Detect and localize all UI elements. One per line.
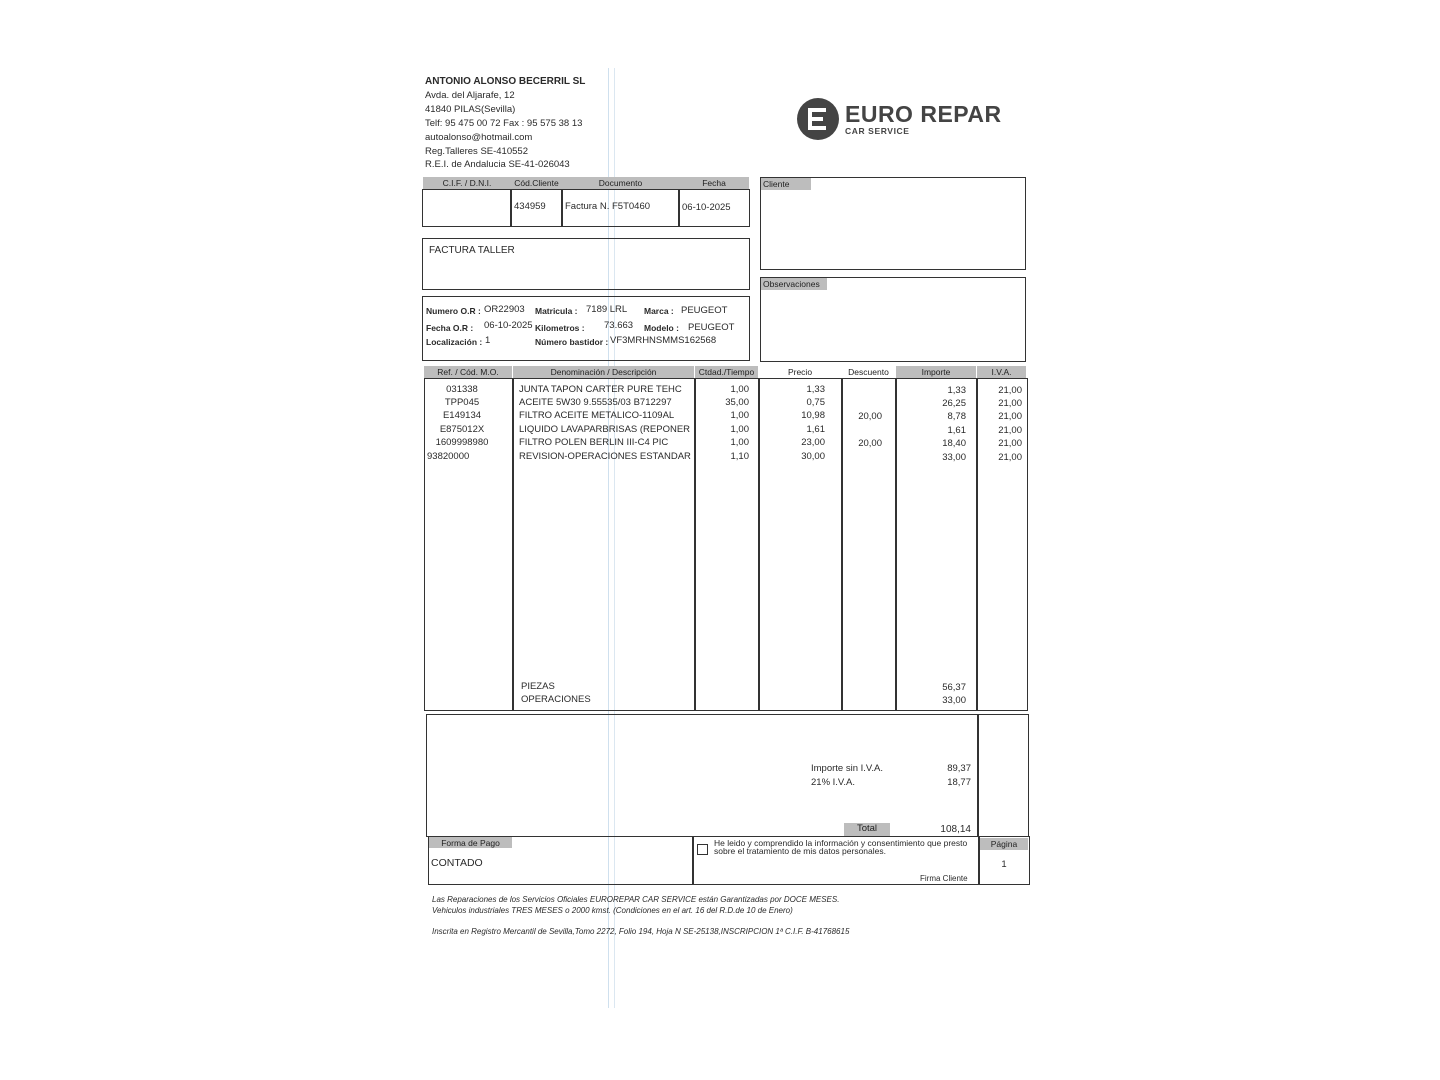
piezas-label: PIEZAS [521,681,555,692]
divider [977,714,979,837]
logo-brand-text: EURO REPAR [845,101,1002,127]
value-fecha: 06-10-2025 [682,202,731,213]
total-value: 108,14 [940,824,971,835]
value-documento: Factura N. F5T0460 [565,201,651,212]
total-label: Total [844,823,890,836]
cell-iva: 21,00 [998,411,1022,422]
cell-desc: LIQUIDO LAVAPARBRISAS (REPONER [519,424,691,435]
fecha-or-value: 06-10-2025 [484,320,533,331]
firma-cliente-label: Firma Cliente [920,874,968,883]
label-fecha: Fecha [679,177,749,189]
numero-or-value: OR22903 [484,304,525,315]
bastidor-value: VF3MRHNSMMS162568 [610,335,717,346]
modelo-value: PEUGEOT [688,322,735,333]
forma-pago-label: Forma de Pago [429,837,512,848]
cell-iva: 21,00 [998,425,1022,436]
legal-line-3: Inscrita en Registro Mercantil de Sevilla,Tomo 2272, Folio 194, Hoja N SE-25138,INSCRIPCION 1ª C.I.F. B-41768615 [432,927,850,936]
divider [841,378,843,711]
pagina-value: 1 [1001,859,1007,870]
iva-label: 21% I.V.A. [811,777,856,788]
legal-line-1: Las Reparaciones de los Servicios Oficiales EUROREPAR CAR SERVICE están Garantizadas por DOCE MESES. [432,895,840,904]
fecha-or-label: Fecha O.R : [426,323,474,333]
label-cod-cliente: Cód.Cliente [511,177,562,189]
logo-sub-text: CAR SERVICE [845,126,910,136]
observaciones-label: Observaciones [761,278,827,290]
consent-checkbox[interactable] [697,844,708,855]
company-rei: R.E.I. de Andalucia SE-41-026043 [425,159,570,170]
cell-ref: E149134 [442,410,482,421]
marca-value: PEUGEOT [681,305,728,316]
matricula-value: 7189 LRL [586,304,628,315]
col-header-desc: Denominación / Descripción [513,366,694,378]
cell-qty: 1,00 [730,437,749,448]
tipo-documento: FACTURA TALLER [429,245,515,256]
col-header-qty: Ctdad./Tiempo [695,366,758,378]
cell-precio: 30,00 [801,451,825,462]
cell-qty: 1,10 [730,451,749,462]
cell-ref: 031338 [446,384,478,395]
company-phone: Telf: 95 475 00 72 Fax : 95 575 38 13 [425,118,583,129]
totals-box [426,714,1029,837]
consent-text-1: He leido y comprendido la información y consentimiento que presto [714,838,968,848]
divider [976,378,978,711]
cell-importe: 33,00 [942,452,966,463]
company-name: ANTONIO ALONSO BECERRIL SL [425,76,586,87]
col-header-iva: I.V.A. [977,366,1026,378]
cell-qty: 1,00 [730,410,749,421]
consent-text-2: sobre el tratamiento de mis datos personales. [714,846,886,856]
cell-iva: 21,00 [998,385,1022,396]
divider [512,378,514,711]
localizacion-label: Localización : [426,337,483,347]
modelo-label: Modelo : [644,323,679,333]
cell-ref: E875012X [439,424,485,435]
company-city: 41840 PILAS(Sevilla) [425,104,516,115]
cell-precio: 23,00 [801,437,825,448]
company-email: autoalonso@hotmail.com [425,132,533,143]
cell-desc: REVISION-OPERACIONES ESTANDAR [519,451,691,462]
cell-desc: FILTRO POLEN BERLIN III-C4 PIC [519,437,669,448]
company-address: Avda. del Aljarafe, 12 [425,90,515,101]
cell-qty: 1,00 [730,424,749,435]
cell-iva: 21,00 [998,438,1022,449]
cell-precio: 1,33 [806,384,825,395]
cell-ref: 1609998980 [435,437,489,448]
cell-iva: 21,00 [998,398,1022,409]
cell-desc: JUNTA TAPON CARTER PURE TEHC [519,384,682,395]
divider [694,378,696,711]
bastidor-label: Número bastidor : [535,337,609,347]
divider [895,378,897,711]
cell-qty: 35,00 [725,397,749,408]
cliente-label: Cliente [761,178,811,190]
operaciones-value: 33,00 [942,695,966,706]
cell-descuento: 20,00 [858,411,882,422]
eurorepar-logo-icon [796,97,840,141]
sin-iva-label: Importe sin I.V.A. [811,763,883,774]
cell-ref: TPP045 [444,397,480,408]
pagina-label: Página [980,838,1028,850]
value-cod-cliente: 434959 [514,201,546,212]
operaciones-label: OPERACIONES [521,694,591,705]
divider [510,189,512,227]
cell-importe: 8,78 [947,411,966,422]
forma-pago-value: CONTADO [431,857,483,869]
piezas-value: 56,37 [942,682,966,693]
label-documento: Documento [562,177,679,189]
col-header-descuento: Descuento [848,367,889,377]
divider [678,189,680,227]
col-header-precio: Precio [787,367,813,377]
cell-precio: 10,98 [801,410,825,421]
cell-desc: FILTRO ACEITE METALICO-1109AL [519,410,675,421]
cell-qty: 1,00 [730,384,749,395]
col-header-importe: Importe [896,366,976,378]
iva-value: 18,77 [947,777,971,788]
matricula-label: Matricula : [535,306,578,316]
cell-descuento: 20,00 [858,438,882,449]
cell-importe: 18,40 [942,438,966,449]
divider [692,836,694,885]
cell-importe: 1,33 [947,385,966,396]
divider [758,378,760,711]
label-cif: C.I.F. / D.N.I. [423,177,511,189]
cell-desc: ACEITE 5W30 9.55535/03 B712297 [519,397,672,408]
sin-iva-value: 89,37 [947,763,971,774]
cell-precio: 1,61 [806,424,825,435]
cell-iva: 21,00 [998,452,1022,463]
cell-precio: 0,75 [806,397,825,408]
localizacion-value: 1 [485,335,491,346]
cell-importe: 1,61 [947,425,966,436]
divider [561,189,563,227]
kilometros-label: Kilometros : [535,323,585,333]
col-header-ref: Ref. / Cód. M.O. [424,366,512,378]
cell-importe: 26,25 [942,398,966,409]
kilometros-value: 73.663 [604,320,634,331]
numero-or-label: Numero O.R : [426,306,481,316]
cliente-box [760,177,1026,270]
legal-line-2: Vehiculos industriales TRES MESES o 2000 kmst. (Condiciones en el art. 16 del R.D.de 10 de Enero) [432,906,793,915]
company-reg-talleres: Reg.Talleres SE-410552 [425,146,528,157]
marca-label: Marca : [644,306,674,316]
cell-ref: 93820000 [427,451,470,462]
